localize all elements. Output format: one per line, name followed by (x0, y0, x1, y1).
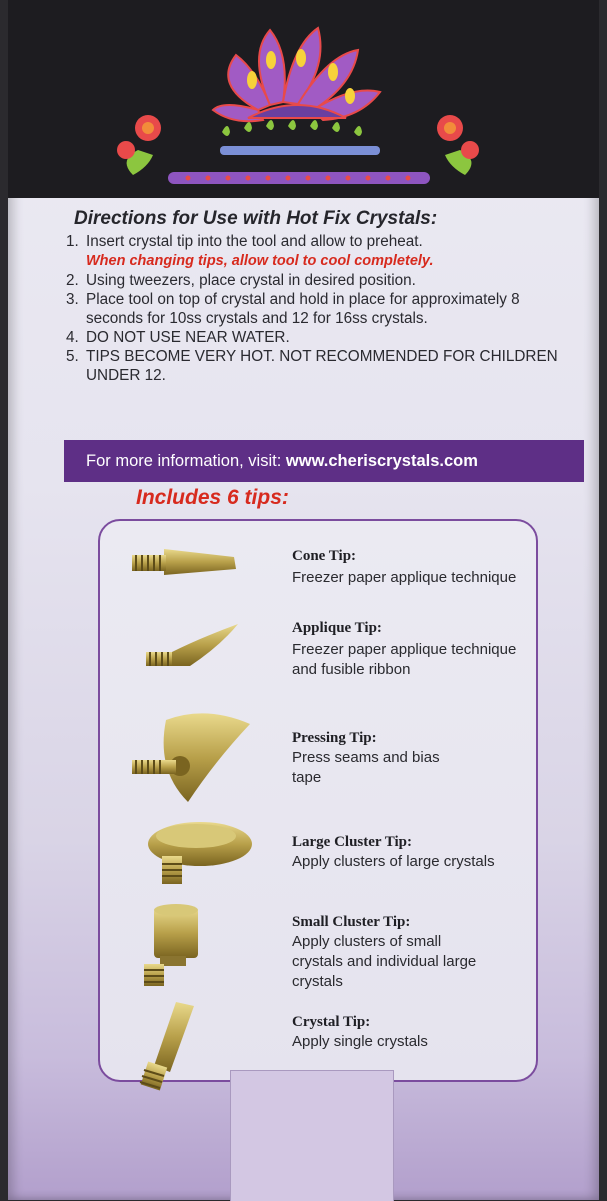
hang-tab-cutout (230, 1070, 394, 1201)
step-number: 5. (66, 348, 79, 365)
more-info-banner (64, 440, 584, 482)
tip-desc-crystal: Apply single crystals (292, 1033, 428, 1050)
step-3 (66, 290, 566, 328)
large-cluster-tip-icon (146, 814, 266, 894)
tip-desc-large-cluster: Apply clusters of large crystals (292, 853, 495, 870)
flower-ornament-icon (8, 0, 599, 198)
package-back-panel (8, 0, 599, 1200)
step-5 (66, 347, 566, 385)
step-number: 2. (66, 272, 79, 289)
tip-name-large-cluster: Large Cluster Tip: (292, 834, 413, 850)
step-text: Using tweezers, place crystal in desired position. (86, 272, 416, 289)
tip-name-applique: Applique Tip: (292, 620, 382, 636)
step-number: 1. (66, 233, 79, 250)
small-cluster-tip-icon (136, 900, 236, 990)
tip-desc-pressing: Press seams and bias tape (292, 749, 440, 786)
applique-tip-icon (140, 618, 260, 678)
tip-name-small-cluster: Small Cluster Tip: (292, 914, 411, 930)
tip-desc-cone: Freezer paper applique technique (292, 569, 517, 586)
tip-desc-applique: Freezer paper applique technique and fusible ribbon (292, 641, 517, 678)
directions-title: Directions for Use with Hot Fix Crystals: (74, 208, 438, 229)
step-2 (66, 271, 566, 290)
step-1 (66, 232, 566, 271)
step-text: Place tool on top of crystal and hold in place for approximately 8 seconds for 10ss crystals and 12 for 16ss crystals. (86, 291, 520, 327)
crystal-tip-icon (136, 996, 216, 1096)
decorative-header (8, 0, 599, 198)
tip-name-pressing: Pressing Tip: (292, 730, 377, 746)
step-text: TIPS BECOME VERY HOT. NOT RECOMMENDED FOR CHILDREN UNDER 12. (86, 348, 558, 384)
info-prefix: For more information, visit: (86, 452, 282, 470)
tip-desc-small-cluster: Apply clusters of small crystals and individual large crystals (292, 933, 477, 990)
step-text: DO NOT USE NEAR WATER. (86, 329, 290, 346)
tip-name-cone: Cone Tip: (292, 548, 357, 564)
step-warning: When changing tips, allow tool to cool completely. (86, 253, 434, 269)
step-number: 4. (66, 329, 79, 346)
directions-section (66, 208, 566, 385)
step-number: 3. (66, 291, 79, 308)
tip-name-crystal: Crystal Tip: (292, 1014, 371, 1030)
website-link[interactable]: www.cheriscrystals.com (285, 452, 478, 470)
pressing-tip-icon (126, 700, 256, 810)
step-4 (66, 328, 566, 347)
includes-heading: Includes 6 tips: (136, 486, 289, 509)
step-text: Insert crystal tip into the tool and allow to preheat. (86, 233, 423, 250)
cone-tip-icon (124, 535, 254, 595)
